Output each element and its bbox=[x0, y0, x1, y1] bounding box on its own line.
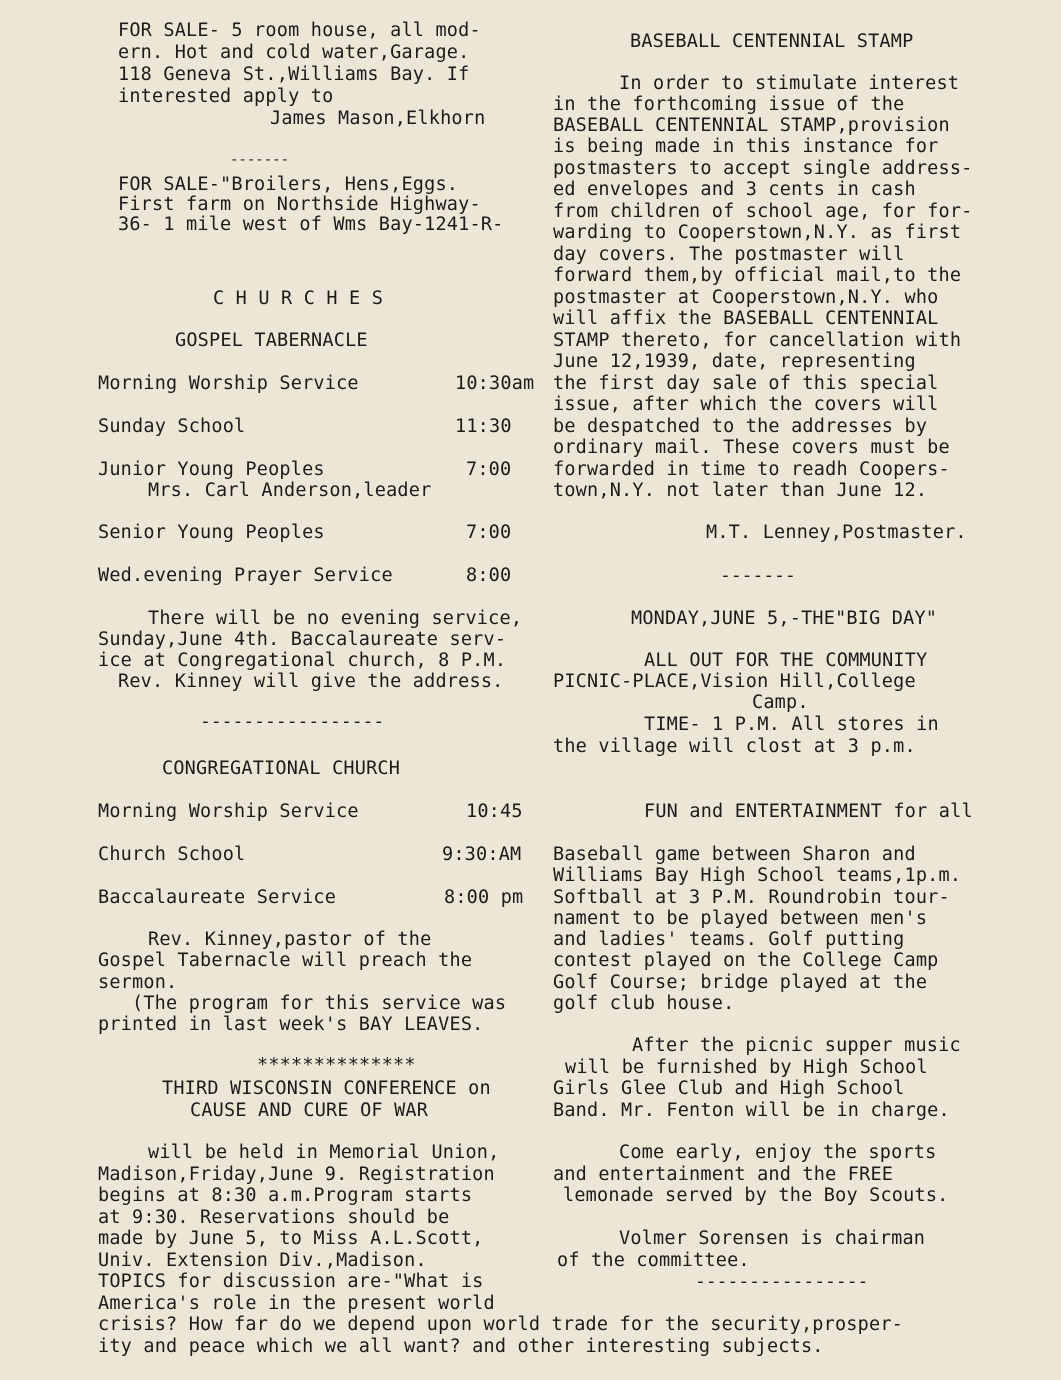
stamp-line: ed envelopes and 3 cents in cash bbox=[553, 179, 916, 200]
gospel-tabernacle-heading: GOSPEL TABERNACLE bbox=[175, 330, 368, 351]
picnic-line: PICNIC-PLACE,Vision Hill,College bbox=[553, 671, 916, 692]
stamp-line: forwarded in time to readh Coopers- bbox=[553, 459, 950, 480]
for-sale-line: ern. Hot and cold water,Garage. bbox=[118, 42, 470, 63]
service-time: 9:30:AM bbox=[442, 844, 522, 865]
service-time: 10:45 bbox=[466, 801, 523, 822]
fun-line: Golf Course; bridge played at the bbox=[553, 972, 928, 993]
section-divider: ----------------- bbox=[200, 711, 385, 732]
picnic-line: TIME- 1 P.M. All stores in bbox=[644, 714, 939, 735]
stamp-line: warding to Cooperstown,N.Y. as first bbox=[553, 222, 962, 243]
picnic-line: ALL OUT FOR THE COMMUNITY bbox=[644, 650, 928, 671]
fun-line: nament to be played between men's bbox=[553, 908, 928, 929]
stamp-line: day covers. The postmaster will bbox=[553, 244, 905, 265]
conference-title: CAUSE AND CURE OF WAR bbox=[190, 1100, 429, 1121]
notice-line: ice at Congregational church, 8 P.M. bbox=[98, 650, 507, 671]
stamp-line: In order to stimulate interest bbox=[619, 73, 960, 94]
stamp-line: is being made in this instance for bbox=[553, 136, 939, 157]
picnic-line: Camp. bbox=[752, 692, 809, 713]
service-name: Church School bbox=[98, 844, 246, 865]
conference-line: TOPICS for discussion are-"What is bbox=[98, 1271, 484, 1292]
conference-title: THIRD WISCONSIN CONFERENCE on bbox=[162, 1078, 491, 1099]
footer-line: ity and peace which we all want? and other interesting subjects. bbox=[98, 1336, 824, 1357]
conference-line: begins at 8:30 a.m.Program starts bbox=[98, 1185, 473, 1206]
notice-line: (The program for this service was bbox=[132, 993, 507, 1014]
fun-line: and ladies' teams. Golf putting bbox=[553, 929, 905, 950]
fun-line: golf club house. bbox=[553, 993, 735, 1014]
stamp-line: in the forthcoming issue of the bbox=[553, 94, 905, 115]
notice-line: printed in last week's BAY LEAVES. bbox=[98, 1014, 484, 1035]
service-name: Senior Young Peoples bbox=[98, 522, 325, 543]
footer-line: crisis? How far do we depend upon world trade for the security,prosper- bbox=[98, 1314, 903, 1335]
conference-line: Madison,Friday,June 9. Registration bbox=[98, 1164, 495, 1185]
stamp-line: issue, after which the covers will bbox=[553, 394, 939, 415]
service-name: Baccalaureate Service bbox=[98, 887, 337, 908]
stamp-line: postmasters to accept single address- bbox=[553, 158, 973, 179]
section-divider: ------- bbox=[230, 152, 290, 168]
star-divider: ************** bbox=[257, 1055, 416, 1076]
for-sale-line: FOR SALE-"Broilers, Hens,Eggs. bbox=[118, 174, 459, 195]
notice-line: Rev. Kinney,pastor of the bbox=[148, 929, 432, 950]
for-sale-line: FOR SALE- 5 room house, all mod- bbox=[118, 20, 481, 41]
service-time: 8:00 bbox=[466, 565, 512, 586]
fun-line: FUN and ENTERTAINMENT for all bbox=[644, 801, 973, 822]
stamp-line: forward them,by official mail,to the bbox=[553, 265, 962, 286]
service-time: 11:30 bbox=[455, 416, 512, 437]
service-leader: Mrs. Carl Anderson,leader bbox=[148, 480, 432, 501]
stamp-line: the first day sale of this special bbox=[553, 373, 939, 394]
conference-line: at 9:30. Reservations should be bbox=[98, 1207, 450, 1228]
come-early-line: Come early, enjoy the sports bbox=[619, 1142, 937, 1163]
service-name: Morning Worship Service bbox=[98, 801, 359, 822]
fun-line: Softball at 3 P.M. Roundrobin tour- bbox=[553, 887, 950, 908]
conference-line: Univ. Extension Div.,Madison. bbox=[98, 1250, 427, 1271]
stamp-title: BASEBALL CENTENNIAL STAMP bbox=[630, 31, 914, 52]
stamp-line: postmaster at Cooperstown,N.Y. who bbox=[553, 287, 939, 308]
conference-line: America's role in the present world bbox=[98, 1293, 495, 1314]
notice-line: sermon. bbox=[98, 972, 178, 993]
service-name: Junior Young Peoples bbox=[98, 459, 325, 480]
picnic-line: MONDAY,JUNE 5,-THE"BIG DAY" bbox=[631, 608, 938, 629]
notice-line: There will be no evening service, bbox=[148, 608, 523, 629]
stamp-line: ordinary mail. These covers must be bbox=[553, 437, 950, 458]
conference-line: made by June 5, to Miss A.L.Scott, bbox=[98, 1228, 484, 1249]
music-line: After the picnic supper music bbox=[632, 1035, 961, 1056]
service-time: 7:00 bbox=[466, 459, 512, 480]
fun-line: Williams Bay High School teams,1p.m. bbox=[553, 865, 962, 886]
music-line: Band. Mr. Fenton will be in charge. bbox=[553, 1100, 950, 1121]
come-early-line: and entertainment and the FREE bbox=[553, 1164, 894, 1185]
service-time: 8:00 pm bbox=[444, 887, 524, 908]
section-divider: ---------------- bbox=[695, 1271, 869, 1292]
chairman-line: of the committee. bbox=[557, 1250, 750, 1271]
stamp-line: STAMP thereto, for cancellation with bbox=[553, 330, 962, 351]
service-time: 7:00 bbox=[466, 522, 512, 543]
for-sale-line: First farm on Northside Highway- bbox=[118, 194, 481, 215]
for-sale-line: 118 Geneva St.,Williams Bay. If bbox=[118, 64, 470, 85]
service-name: Wed.evening Prayer Service bbox=[98, 565, 393, 586]
notice-line: Rev. Kinney will give the address. bbox=[118, 671, 504, 692]
congregational-heading: CONGREGATIONAL CHURCH bbox=[162, 758, 401, 779]
notice-line: Gospel Tabernacle will preach the bbox=[98, 950, 473, 971]
postmaster-signature: M.T. Lenney,Postmaster. bbox=[706, 522, 967, 543]
chairman-line: Volmer Sorensen is chairman bbox=[619, 1228, 926, 1249]
stamp-line: will affix the BASEBALL CENTENNIAL bbox=[553, 308, 939, 329]
stamp-line: be despatched to the addresses by bbox=[553, 416, 928, 437]
come-early-line: lemonade served by the Boy Scouts. bbox=[563, 1185, 949, 1206]
section-divider: ------- bbox=[720, 565, 796, 586]
for-sale-contact: James Mason,Elkhorn bbox=[270, 108, 486, 129]
fun-line: Baseball game between Sharon and bbox=[553, 844, 916, 865]
notice-line: Sunday,June 4th. Baccalaureate serv- bbox=[98, 629, 507, 650]
service-name: Sunday School bbox=[98, 416, 246, 437]
conference-line: will be held in Memorial Union, bbox=[148, 1142, 500, 1163]
picnic-line: the village will clost at 3 p.m. bbox=[553, 736, 916, 757]
stamp-line: from children of school age, for for- bbox=[553, 201, 973, 222]
service-time: 10:30am bbox=[455, 373, 535, 394]
for-sale-line: 36- 1 mile west of Wms Bay-1241-R- bbox=[118, 214, 504, 235]
stamp-line: BASEBALL CENTENNIAL STAMP,provision bbox=[553, 115, 950, 136]
service-name: Morning Worship Service bbox=[98, 373, 359, 394]
stamp-line: town,N.Y. not later than June 12. bbox=[553, 480, 928, 501]
fun-line: contest played on the College Camp bbox=[553, 950, 939, 971]
music-line: Girls Glee Club and High School bbox=[553, 1078, 905, 1099]
stamp-line: June 12,1939, date, representing bbox=[553, 351, 916, 372]
churches-heading: C H U R C H E S bbox=[213, 288, 384, 309]
for-sale-line: interested apply to bbox=[118, 86, 334, 107]
music-line: will be furnished by High School bbox=[565, 1057, 928, 1078]
